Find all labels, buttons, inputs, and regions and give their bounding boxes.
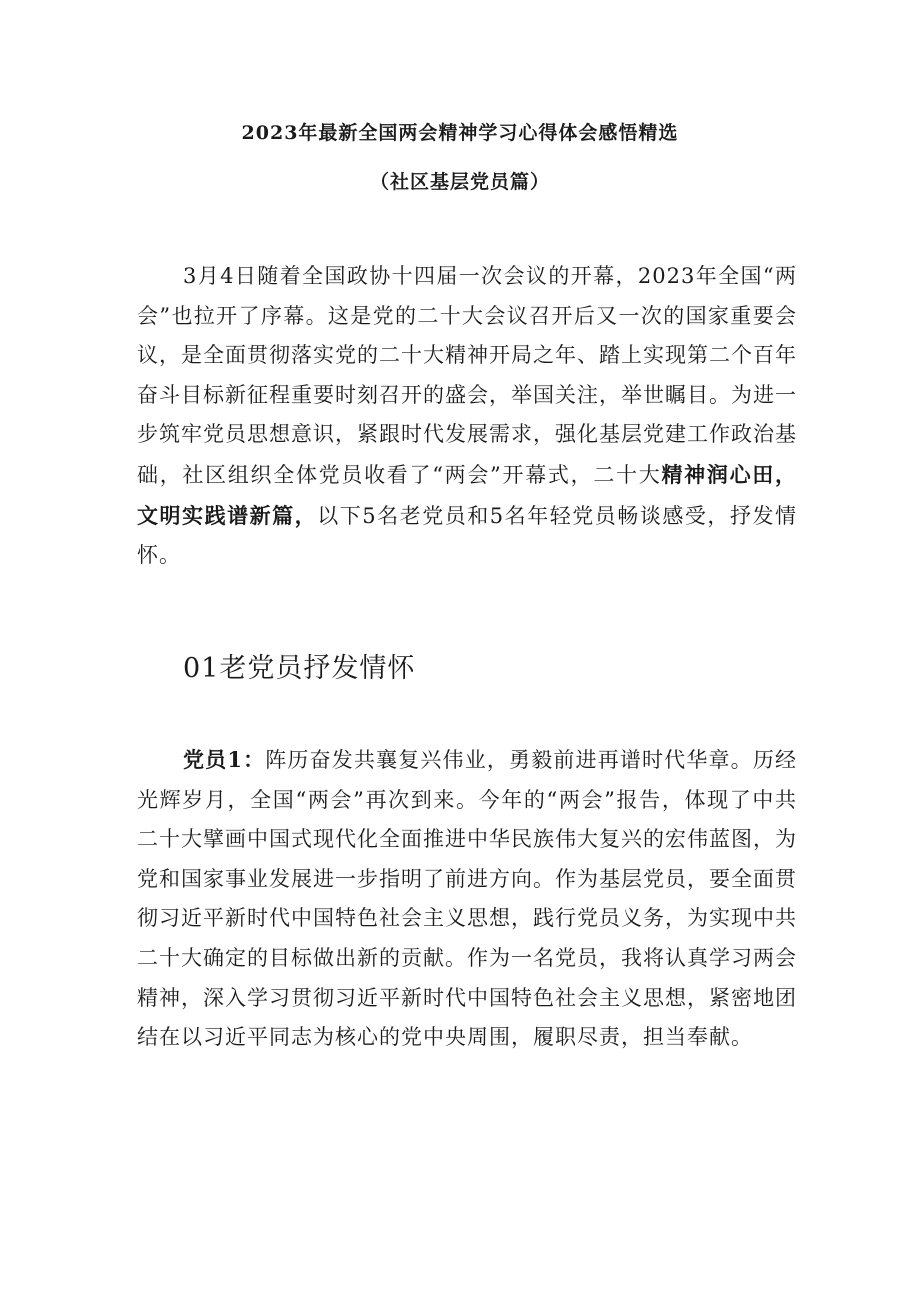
document-title: 2023年最新全国两会精神学习心得体会感悟精选 [241,122,679,144]
section-heading: 01老党员抒发情怀 [183,653,416,684]
intro-bold-text: 精神润心田，文明实践谱新篇， [137,461,797,528]
intro-text: 3月4日随着全国政协十四届一次会议的开幕，2023年全国“两会”也拉开了序幕。这是党的二十大会议召开后又一次的国家重要会议，是全面贯彻落实党的二十大精神开局之年、踏上实现第二个百年奋斗目标新征程重要时刻召开的盛会，举国关注，举世瞩目。为进一步筑牢党员思想意识，紧跟时代发展需求，强化基层党建工作政治基础，社区组织全体党员收看了“两会”开幕式，二十大 [137,264,797,487]
intro-text-end: 以下5名老党员和5名年轻党员畅谈感受，抒发情怀。 [137,503,797,568]
intro-paragraph [137,257,797,576]
member-1-text: 阵历奋发共襄复兴伟业，勇毅前进再谱时代华章。历经光辉岁月，全国“两会”再次到来。今年的“两会”报告，体现了中共二十大擘画中国式现代化全面推进中华民族伟大复兴的宏伟蓝图，为党和国家事业发展进一步指明了前进方向。作为基层党员，要全面贯彻习近平新时代中国特色社会主义思想，践行党员义务，为实现中共二十大确定的目标做出新的贡献。作为一名党员，我将认真学习两会精神，深入学习贯彻习近平新时代中国特色社会主义思想，紧密地团结在以习近平同志为核心的党中央周围，履职尽责，担当奉献。 [137,748,797,1050]
member-1-paragraph [137,740,797,1058]
document-subtitle: （社区基层党员篇） [369,171,550,193]
member-1-label: 党员1： [183,747,266,772]
